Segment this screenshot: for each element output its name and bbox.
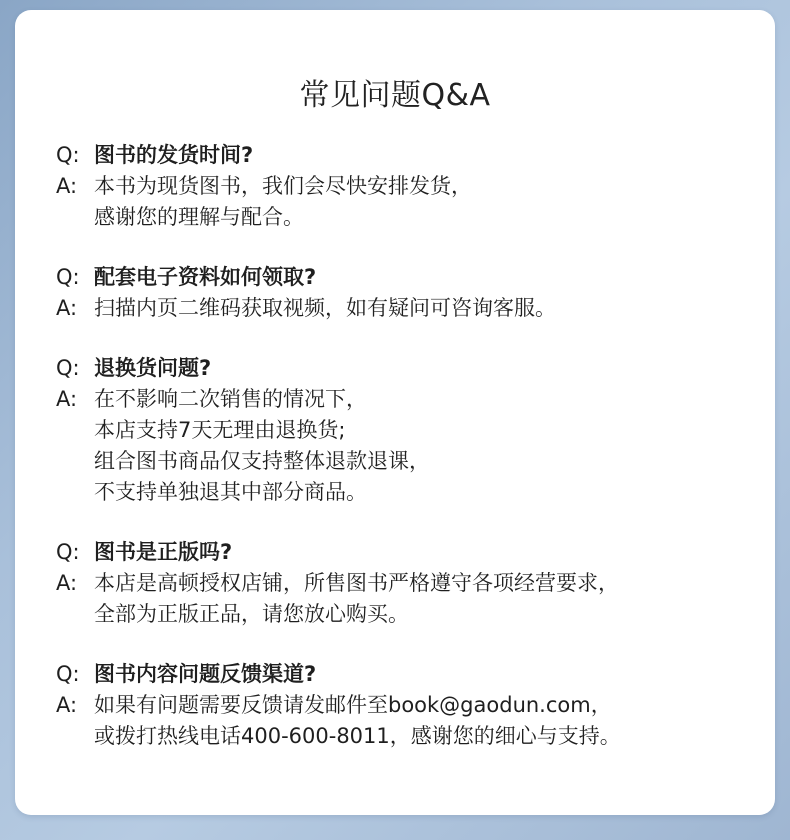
faq-question xyxy=(56,353,756,384)
answer-line: 全部为正版正品，请您放心购买。 xyxy=(94,602,409,626)
question-text: 图书内容问题反馈渠道? xyxy=(94,662,317,686)
faq-answer xyxy=(56,293,756,324)
faq-answer xyxy=(56,171,756,233)
faq-item-feedback xyxy=(56,659,756,752)
faq-answer xyxy=(56,384,756,508)
faq-question xyxy=(56,140,756,171)
faq-item-authenticity xyxy=(56,537,756,630)
answer-line: 如果有问题需要反馈请发邮件至book@gaodun.com， xyxy=(94,693,612,717)
question-prefix: Q: xyxy=(56,662,80,686)
faq-list xyxy=(56,140,756,781)
answer-prefix: A: xyxy=(56,387,78,411)
faq-card xyxy=(15,10,775,815)
faq-question xyxy=(56,659,756,690)
answer-line: 扫描内页二维码获取视频，如有疑问可咨询客服。 xyxy=(94,296,556,320)
question-prefix: Q: xyxy=(56,540,80,564)
answer-prefix: A: xyxy=(56,571,78,595)
answer-line: 或拨打热线电话400-600-8011，感谢您的细心与支持。 xyxy=(94,724,621,748)
answer-line: 组合图书商品仅支持整体退款退课， xyxy=(94,449,430,473)
question-text: 图书是正版吗? xyxy=(94,540,233,564)
faq-item-digital-materials xyxy=(56,262,756,324)
question-prefix: Q: xyxy=(56,265,80,289)
page-title: 常见问题Q&A xyxy=(299,78,491,113)
question-prefix: Q: xyxy=(56,143,80,167)
faq-question xyxy=(56,537,756,568)
faq-item-returns xyxy=(56,353,756,508)
question-prefix: Q: xyxy=(56,356,80,380)
answer-prefix: A: xyxy=(56,693,78,717)
answer-line: 本书为现货图书，我们会尽快安排发货， xyxy=(94,174,472,198)
answer-line: 在不影响二次销售的情况下， xyxy=(94,387,367,411)
answer-line: 感谢您的理解与配合。 xyxy=(94,205,304,229)
question-text: 配套电子资料如何领取? xyxy=(94,265,317,289)
faq-answer xyxy=(56,568,756,630)
question-text: 退换货问题? xyxy=(94,356,212,380)
answer-line: 不支持单独退其中部分商品。 xyxy=(94,480,367,504)
question-text: 图书的发货时间? xyxy=(94,143,254,167)
answer-prefix: A: xyxy=(56,296,78,320)
answer-line: 本店支持7天无理由退换货; xyxy=(94,418,346,442)
answer-line: 本店是高顿授权店铺，所售图书严格遵守各项经营要求， xyxy=(94,571,619,595)
faq-answer xyxy=(56,690,756,752)
faq-question xyxy=(56,262,756,293)
faq-item-shipping-time xyxy=(56,140,756,233)
answer-prefix: A: xyxy=(56,174,78,198)
